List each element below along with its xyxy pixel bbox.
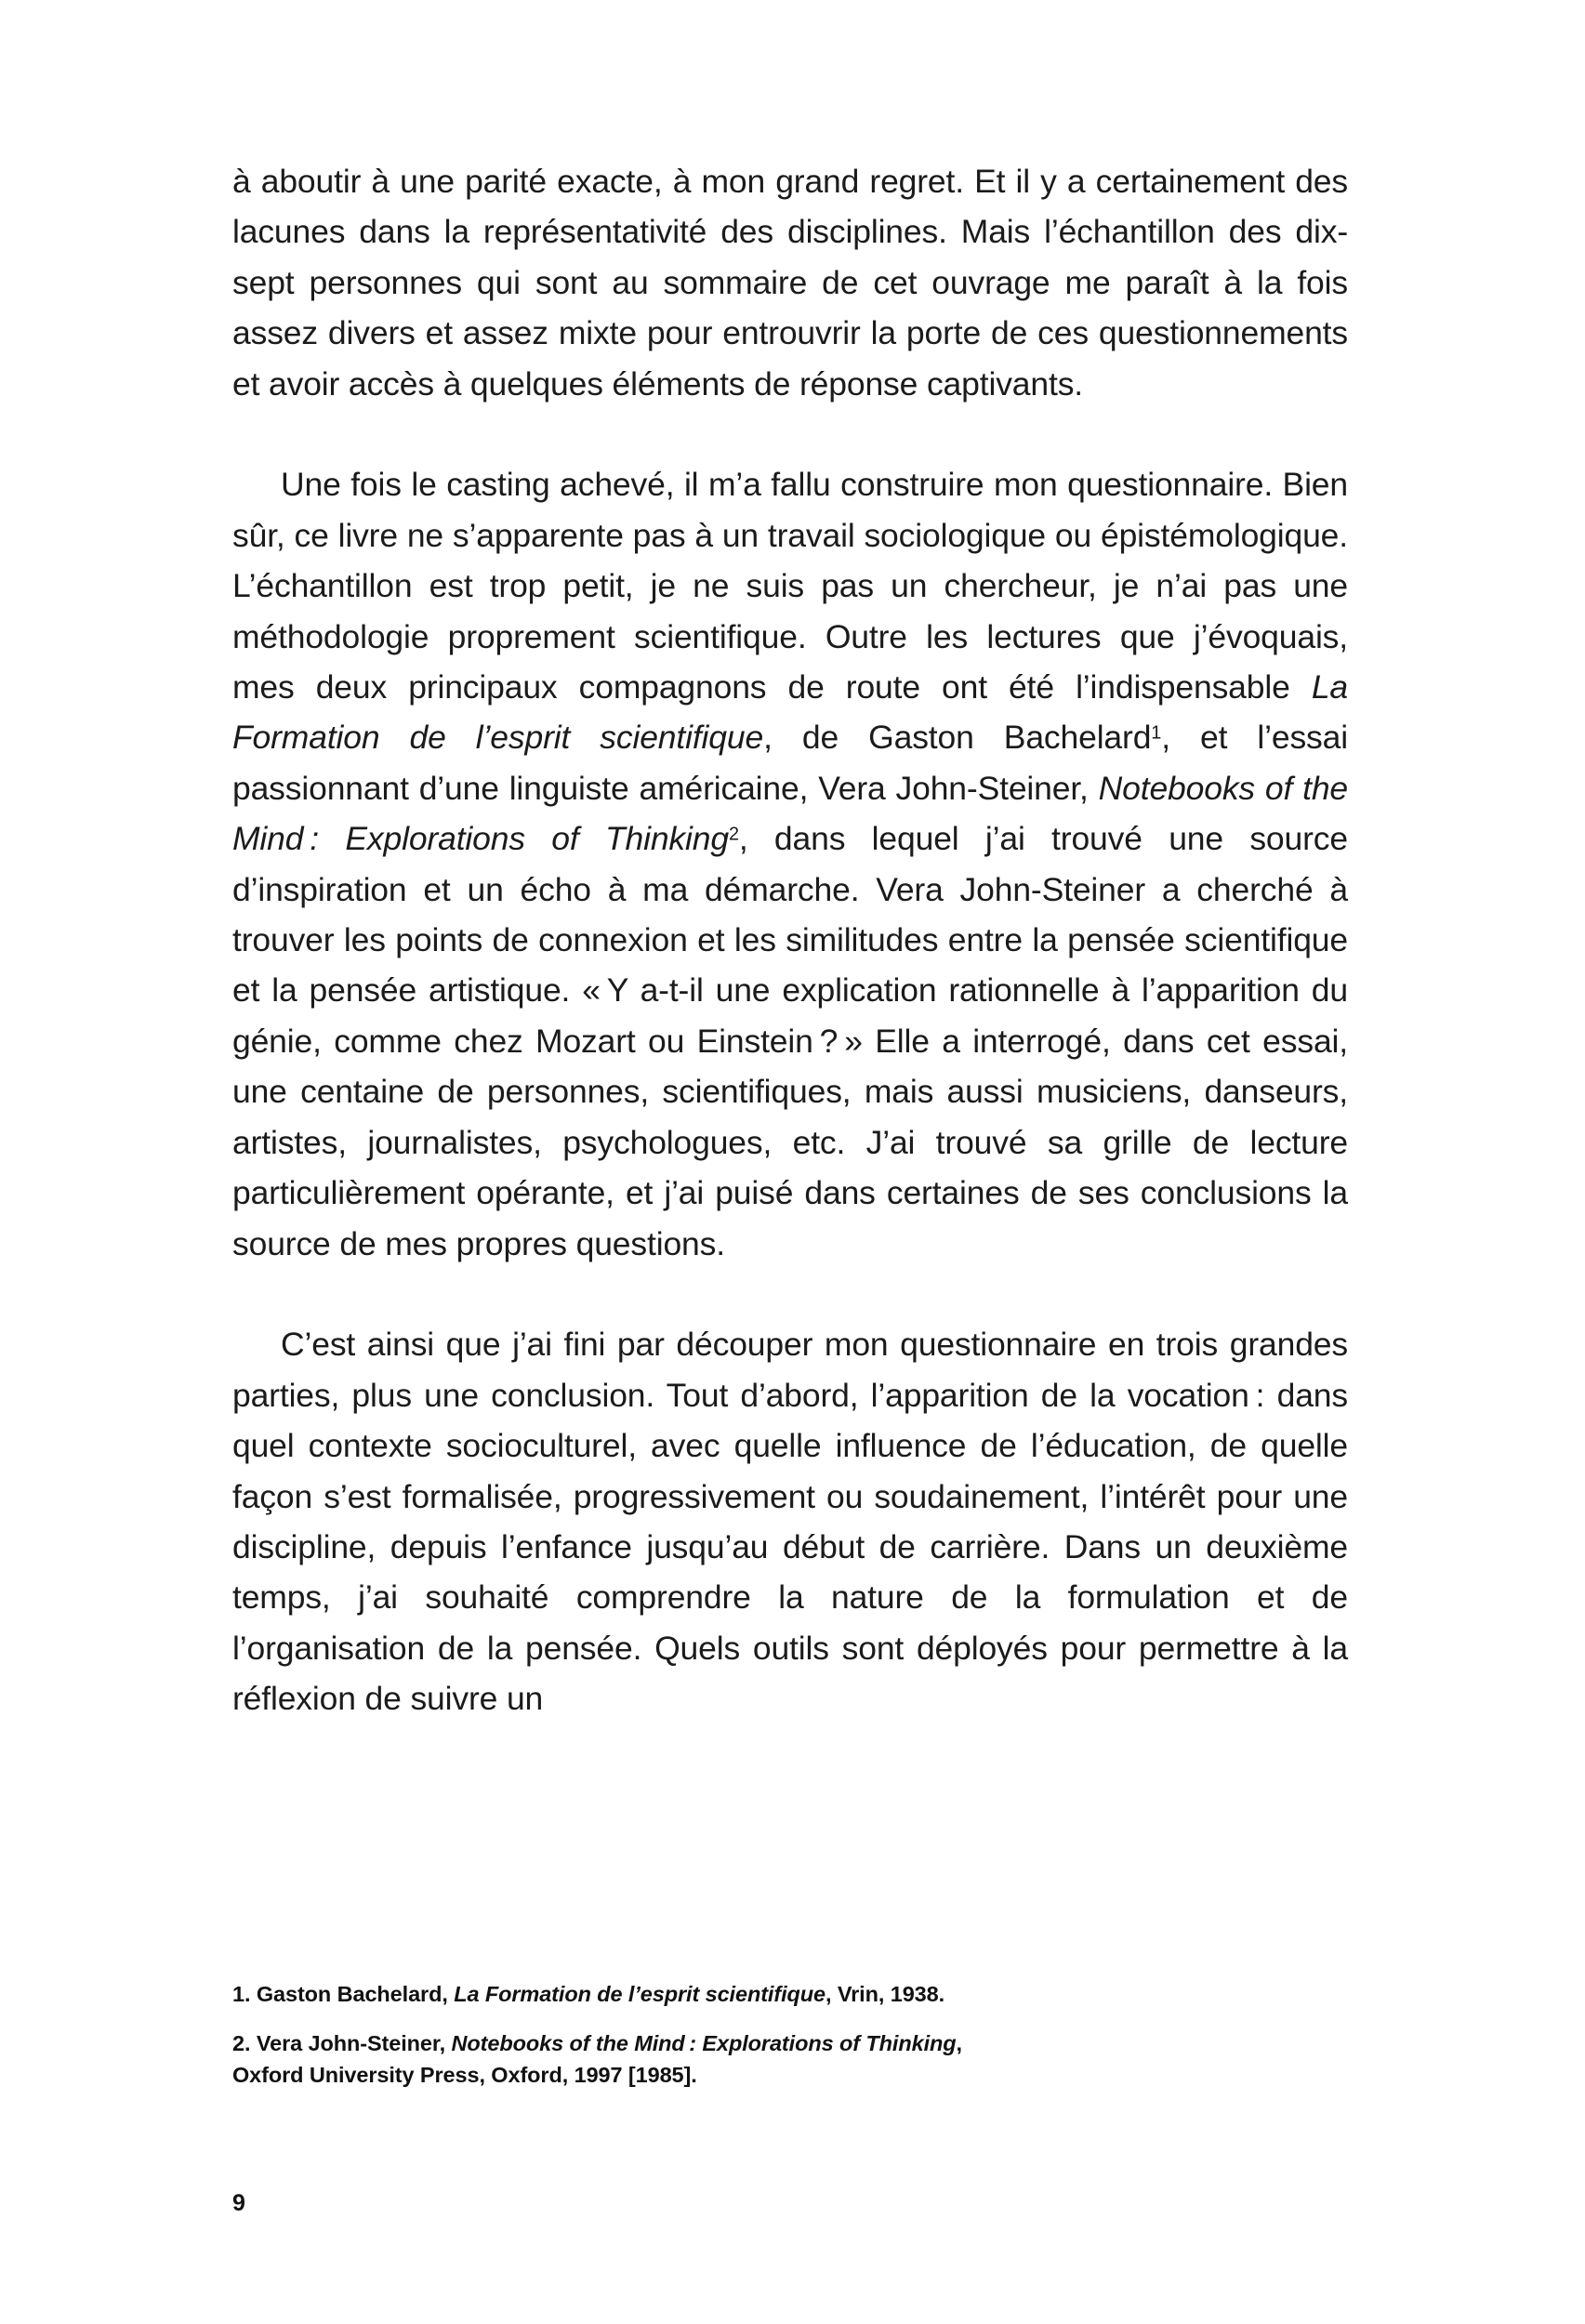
- page-number: 9: [232, 2190, 245, 2216]
- footnote-1: 1. Gaston Bachelard, La Formation de l’esprit scientifique, Vrin, 1938.: [232, 1982, 945, 2006]
- paragraph-2: Une fois le casting achevé, il m’a fallu construire mon questionnaire. Bien sûr, ce livre ne s’apparente pas à un travail sociologique ou épistémologique. L’échantillon est trop petit, je ne suis pas un chercheur, je n’ai pas une méthodologie proprement scientifique. Outre les lectures que j’évoquais, mes deux principaux compagnons de route ont été l’indispensable La Formation de l’esprit scientifique, de Gaston Bachelard$^1$, et l’essai passionnant d’une linguiste américaine, Vera John-Steiner, Notebooks of the Mind : Explorations of Thinking$^2$, dans lequel j’ai trouvé une source d’inspiration et un écho à ma démarche. Vera John-Steiner a cherché à trouver les points de connexion et les similitudes entre la pensée scientifique et la pensée artistique. « Y a-t-il une explication rationnelle à l’apparition du génie, comme chez Mozart ou Einstein ? » Elle a interrogé, dans cet essai, une centaine de personnes, scientifiques, mais aussi musiciens, danseurs, artistes, journalistes, psychologues, etc. J’ai trouvé sa grille de lecture particulièrement opérante, et j’ai puisé dans certaines de ses conclusions la source de mes propres questions.: [232, 466, 1349, 1262]
- footnote-block: [232, 1978, 1357, 2091]
- footnote-2: 2. Vera John-Steiner, Notebooks of the Mind : Explorations of Thinking, Oxford University Press, Oxford, 1997 [1985].: [232, 2031, 962, 2087]
- body-text-column: [232, 156, 1348, 1724]
- paragraph-1: à aboutir à une parité exacte, à mon grand regret. Et il y a certainement des lacunes dans la représentativité des disciplines. Mais l’échantillon des dix-sept personnes qui sont au sommaire de cet ouvrage me paraît à la fois assez divers et assez mixte pour entrouvrir la porte de ces questionnements et avoir accès à quelques éléments de réponse captivants.: [232, 163, 1348, 403]
- paragraph-3: C’est ainsi que j’ai fini par découper mon questionnaire en trois grandes parties, plus une conclusion. Tout d’abord, l’apparition de la vocation : dans quel contexte socioculturel, avec quelle influence de l’éducation, de quelle façon s’est formalisée, progressivement ou soudainement, l’intérêt pour une discipline, depuis l’enfance jusqu’au début de carrière. Dans un deuxième temps, j’ai souhaité comprendre la nature de la formulation et de l’organisation de la pensée. Quels outils sont déployés pour permettre à la réflexion de suivre un: [232, 1326, 1348, 1718]
